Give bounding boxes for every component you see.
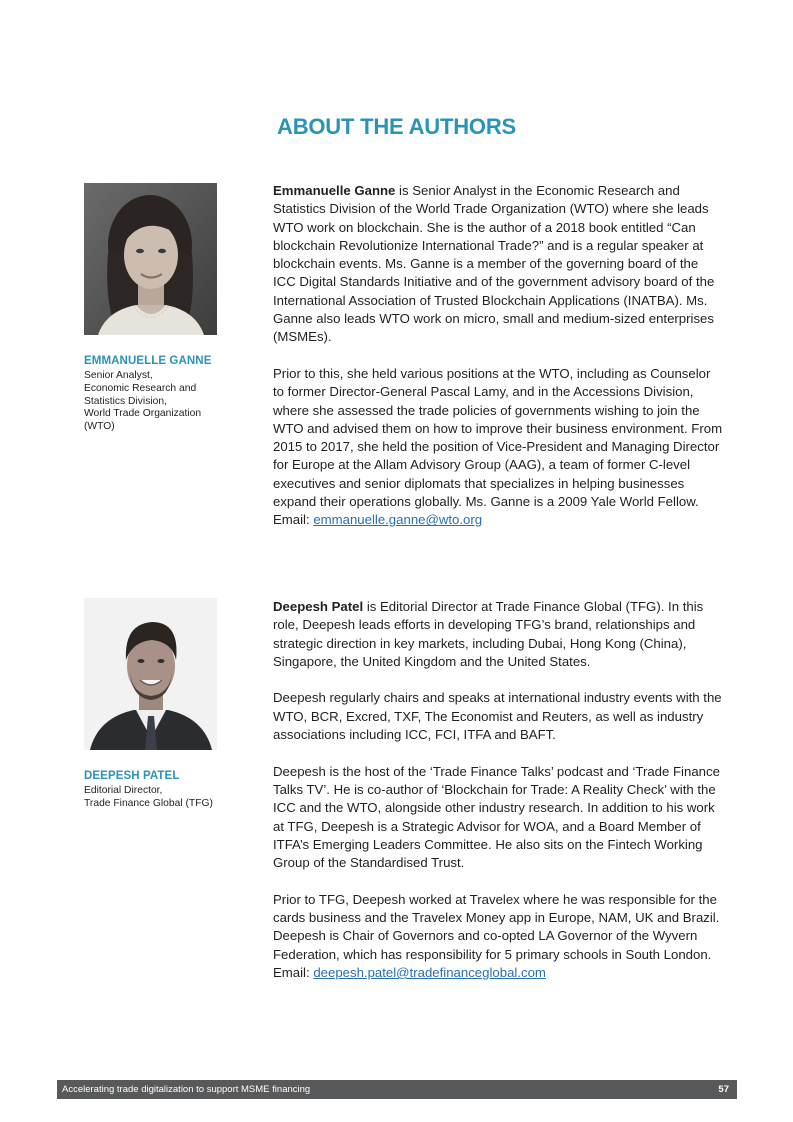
bio-email-line [273, 964, 723, 982]
author-caption-role-line: Economic Research and [84, 382, 197, 394]
author-caption-role-line: World Trade Organization [84, 408, 202, 420]
bio-name: Emmanuelle Ganne [273, 183, 396, 198]
page-title: ABOUT THE AUTHORS [277, 114, 516, 139]
author-photo-emmanuelle-ganne [84, 183, 217, 335]
bio-paragraph [273, 598, 723, 671]
bio-email-line [273, 511, 723, 529]
author-photo-deepesh-patel [84, 598, 217, 750]
author-caption-role [84, 370, 224, 434]
author-caption-role-line: (WTO) [84, 421, 115, 433]
author-caption-role-line: Editorial Director, [84, 785, 163, 796]
bio-text: is Editorial Director at Trade Finance Global (TFG). In this role, Deepesh leads efforts in developing TFG’s brand, relationships and strategic direction in key markets, including Dubai, Hong Kong (China), Singapore, the United Kingdom and the United States. [273, 599, 704, 669]
author-caption-role-line: Senior Analyst, [84, 370, 153, 381]
bio-text: is Senior Analyst in the Economic Research and Statistics Division of the World Trade Organization (WTO) where she leads WTO work on blockchain. She is the author of a 2018 book entitled “Can blockchain Revolutionize International Trade?” and is a regular speaker at blockchain events. Ms. Ganne is a member of the governing board of the ICC Digital Standards Initiative and of the government advisory board of the International Association of Trusted Blockchain Applications (INATBA). Ms. Ganne also leads WTO work on micro, small and medium-sized enterprises (MSMEs). [273, 183, 715, 345]
author-caption-role-line: Statistics Division, [84, 395, 167, 407]
bio-paragraph: Prior to this, she held various positions at the WTO, including as Counselor to former Director-General Pascal Lamy, and in the Accessions Division, where she assessed the trade policies of governments wishing to join the WTO and advised them on how to improve their business environment. From 2015 to 2017, she held the position of Vice-President and Managing Director for Europe at the Allam Advisory Group (AAG), a team of former C-level executives and senior diplomats that specializes in helping businesses expand their operations globally. Ms. Ganne is a 2009 Yale World Fellow. [273, 365, 723, 510]
author-bio-deepesh-patel [273, 598, 723, 982]
footer-text: Accelerating trade digitalization to support MSME financing [62, 1084, 311, 1095]
page-number: 57 [718, 1084, 729, 1095]
bio-paragraph: Deepesh is the host of the ‘Trade Finance Talks’ podcast and ‘Trade Finance Talks TV’. He is co-author of ‘Blockchain for Trade: A Reality Check’ with the ICC and the WTO, alongside other industry research. In addition to his work at TFG, Deepesh is a Strategic Advisor for WOA, and a Board Member of ITFA’s Emerging Leaders Committee. He also sits on the Fintech Working Group of the Standardised Trust. [273, 763, 720, 871]
bio-name: Deepesh Patel [273, 599, 364, 614]
email-label: Email: [273, 964, 314, 980]
bio-paragraph: Deepesh regularly chairs and speaks at international industry events with the WTO, BCR, Excred, TXF, The Economist and Reuters, as well as industry associations including ICC, FCI, ITFA and BAFT. [273, 690, 722, 743]
email-link[interactable]: emmanuelle.ganne@wto.org [313, 512, 483, 528]
email-label: Email: [273, 512, 314, 528]
author-caption-name: EMMANUELLE GANNE [84, 355, 212, 367]
author-bio-emmanuelle-ganne [273, 182, 723, 530]
bio-paragraph [273, 182, 723, 347]
footer-bar [57, 1080, 737, 1099]
author-caption-name: DEEPESH PATEL [84, 770, 180, 782]
bio-paragraph: Prior to TFG, Deepesh worked at Travelex where he was responsible for the cards business and the Travelex Money app in Europe, NAM, UK and Brazil. Deepesh is Chair of Governors and co-opted LA Governor of the Wyvern Federation, which has responsibility for 5 primary schools in South London. [273, 891, 720, 962]
author-caption-role-line: Trade Finance Global (TFG) [84, 797, 213, 809]
email-link[interactable]: deepesh.patel@tradefinanceglobal.com [313, 964, 546, 980]
author-caption-role [84, 785, 224, 811]
